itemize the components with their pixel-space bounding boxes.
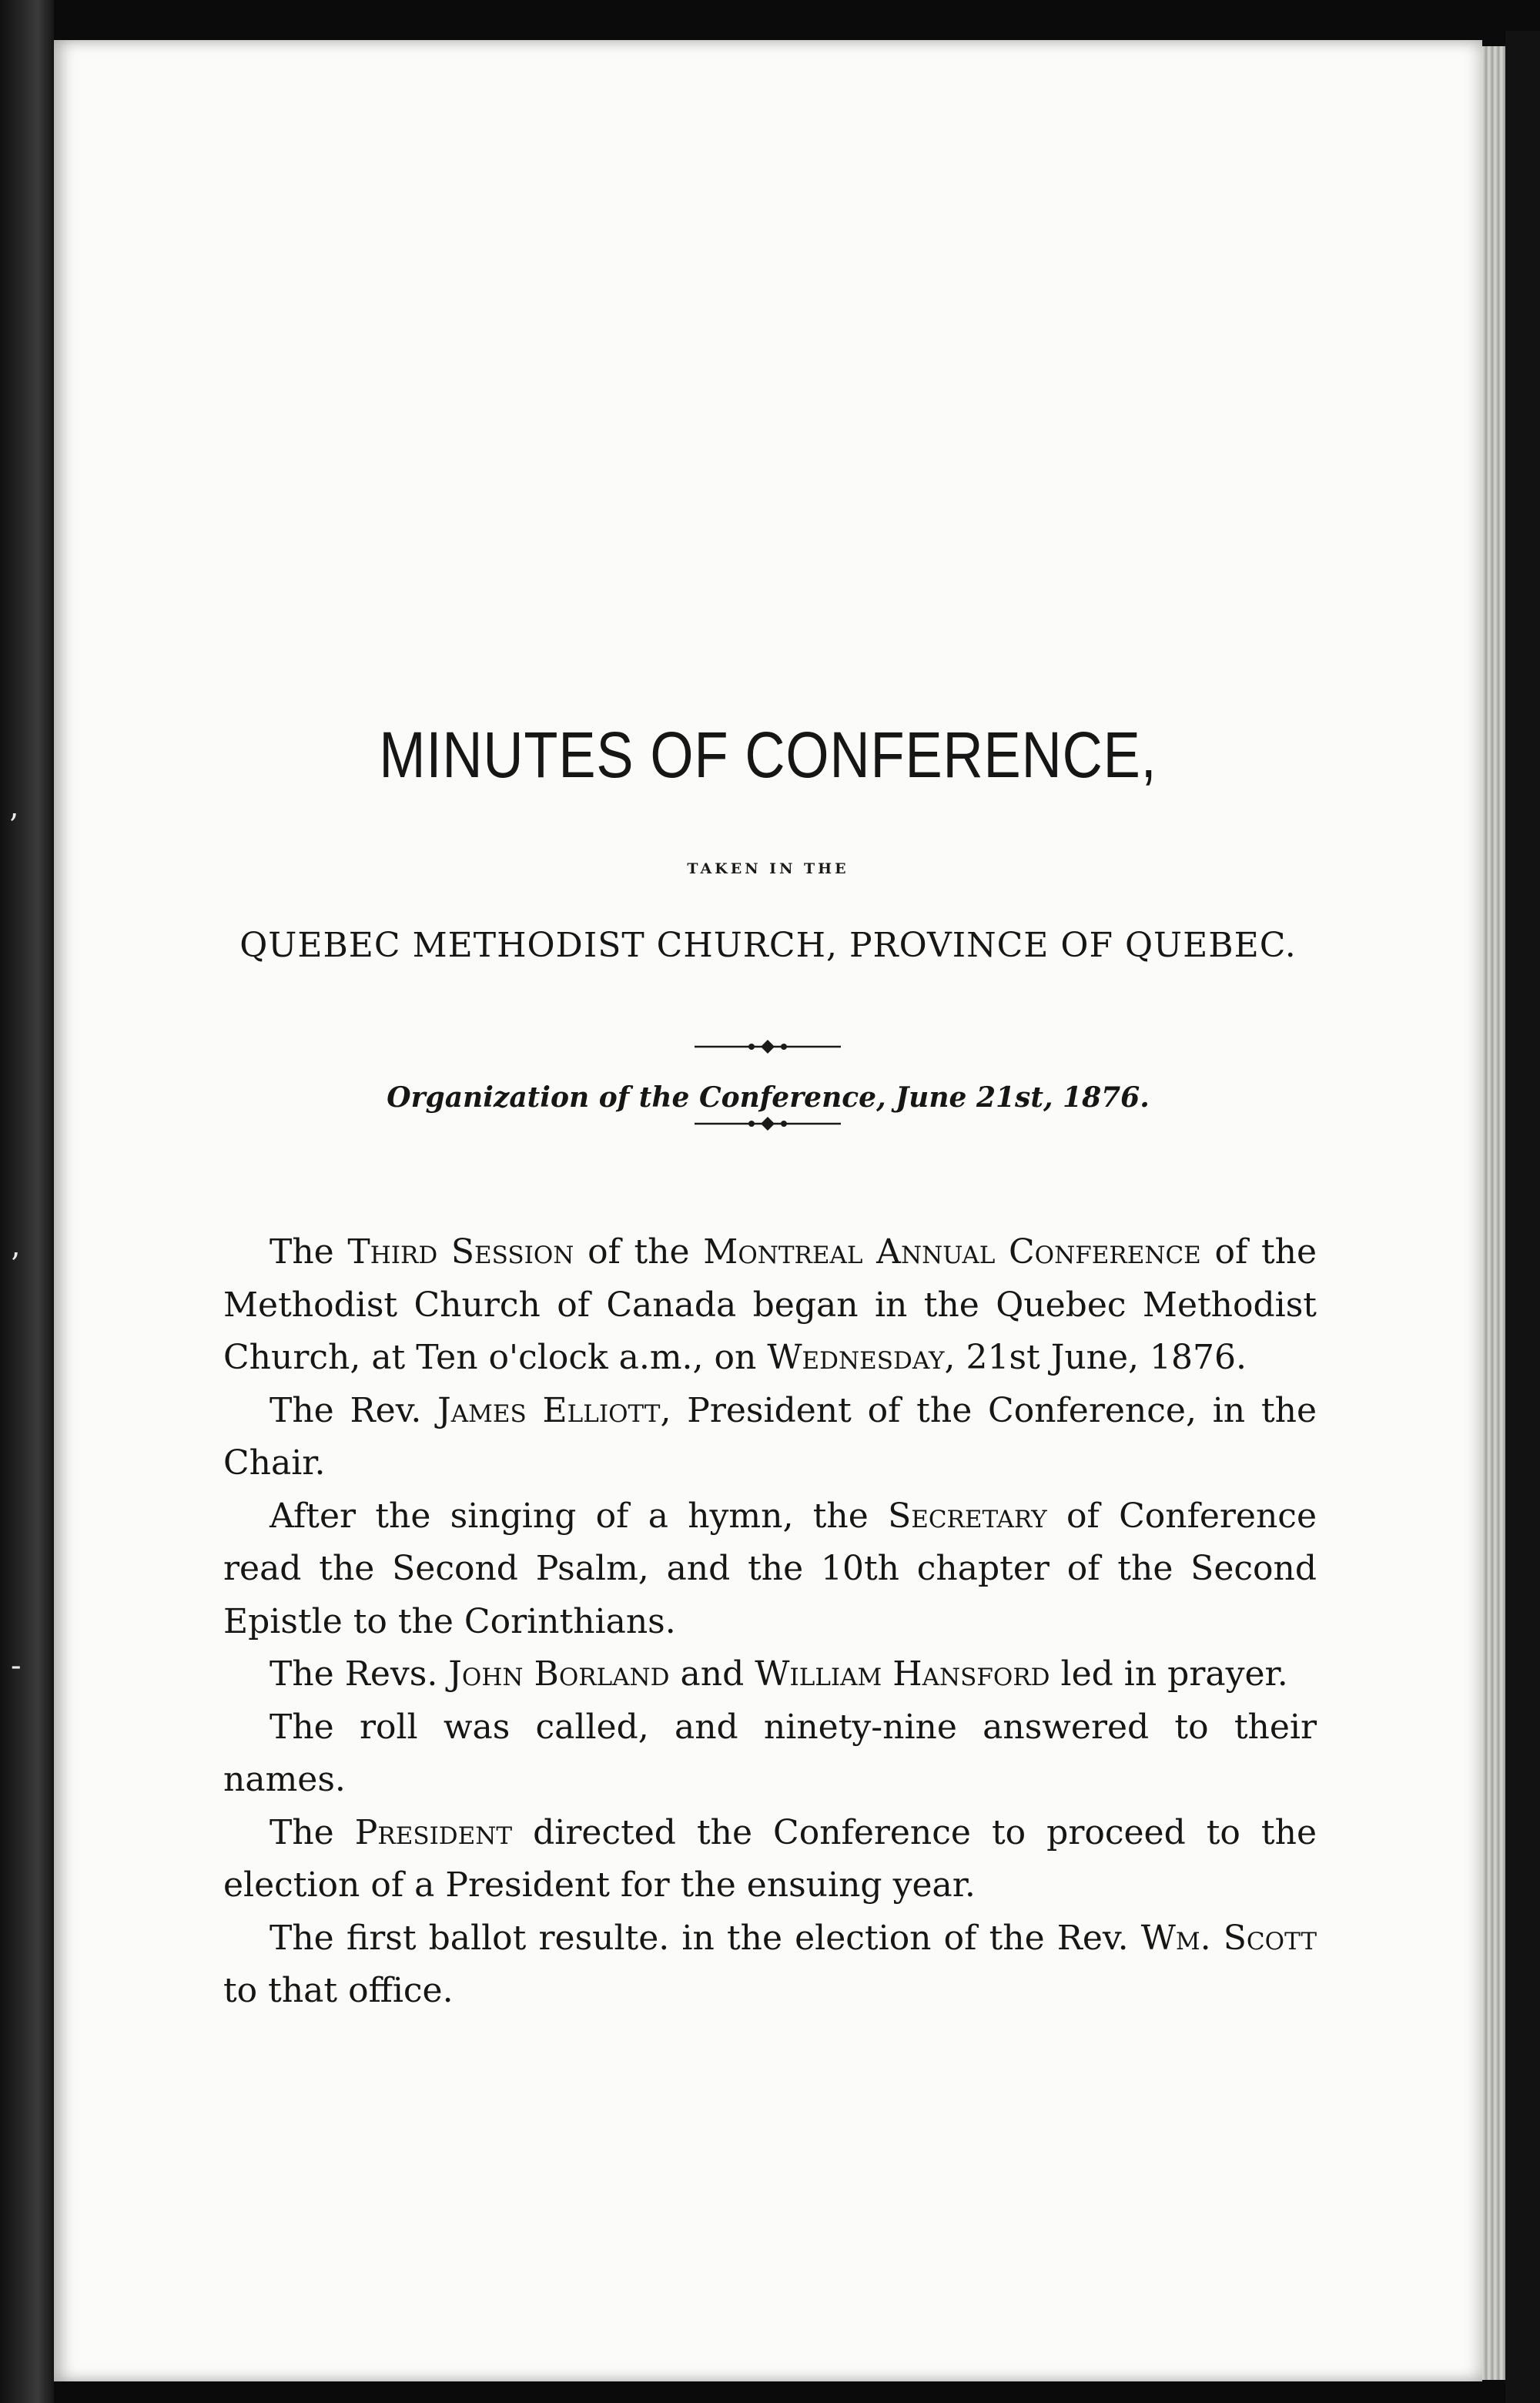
text-run: , President of the Conference, in the Chair. <box>223 1390 1317 1483</box>
binding-edge <box>0 0 54 2403</box>
minutes-paragraph <box>223 1490 1317 1649</box>
small-caps-run: Wm. Scott <box>1140 1918 1317 1958</box>
minutes-paragraph <box>223 1648 1317 1701</box>
small-caps-run: John Borland <box>448 1654 670 1694</box>
text-run: The <box>270 1232 348 1272</box>
document-title: MINUTES OF CONFERENCE, <box>379 719 1157 791</box>
text-run: The roll was called, and ninety-nine answered to their names. <box>223 1707 1317 1799</box>
text-run: of the <box>574 1232 704 1272</box>
minutes-paragraph <box>223 1807 1317 1912</box>
text-run: The Revs. <box>270 1654 449 1694</box>
page-edge <box>1482 46 1505 2380</box>
small-caps-run: President <box>354 1812 513 1852</box>
small-caps-run: Wednesday <box>767 1338 945 1377</box>
scan-border <box>1505 31 1540 2403</box>
minutes-paragraph <box>223 1701 1317 1807</box>
text-run: After the singing of a hymn, the <box>270 1496 889 1536</box>
text-run: of the Methodist Church of Canada began in the Quebec Methodist Church, at Ten o'clock a.m., on <box>223 1232 1317 1377</box>
taken-line: TAKEN IN THE <box>687 860 849 877</box>
text-run: The <box>270 1812 355 1852</box>
text-run: , 21st June, 1876. <box>944 1338 1247 1377</box>
organization-subtitle: Organization of the Conference, June 21st, 1876. <box>387 1081 1150 1114</box>
small-caps-run: Montreal Annual Conference <box>703 1232 1201 1272</box>
minutes-paragraph <box>223 1385 1317 1490</box>
margin-mark: ʼ <box>8 809 18 844</box>
minutes-paragraph <box>223 1226 1317 1385</box>
text-run: to that office. <box>223 1971 454 2010</box>
text-run: led in prayer. <box>1050 1654 1288 1694</box>
text-run: directed the Conference to proceed to the election of a President for the ensuing year. <box>223 1812 1317 1905</box>
margin-mark: ʼ <box>9 1248 19 1283</box>
ornament-divider <box>695 1114 841 1133</box>
text-run: of Conference read the Second Psalm, and the 10th chapter of the Second Epistle to the Corinthians. <box>223 1496 1317 1641</box>
minutes-body <box>223 1226 1317 2018</box>
text-run: The Rev. <box>270 1390 438 1430</box>
small-caps-run: Third Session <box>347 1232 574 1272</box>
small-caps-run: Secretary <box>888 1496 1047 1536</box>
minutes-paragraph <box>223 1912 1317 2018</box>
text-run: The first ballot resulte. in the election of the Rev. <box>270 1918 1141 1958</box>
small-caps-run: William Hansford <box>755 1654 1050 1694</box>
text-run: and <box>669 1654 755 1694</box>
small-caps-run: James Elliott <box>437 1390 661 1430</box>
place-heading: QUEBEC METHODIST CHURCH, PROVINCE OF QUEBEC. <box>239 926 1297 965</box>
page <box>54 40 1482 2381</box>
ornament-divider <box>695 1037 841 1056</box>
margin-mark: - <box>11 1648 22 1684</box>
